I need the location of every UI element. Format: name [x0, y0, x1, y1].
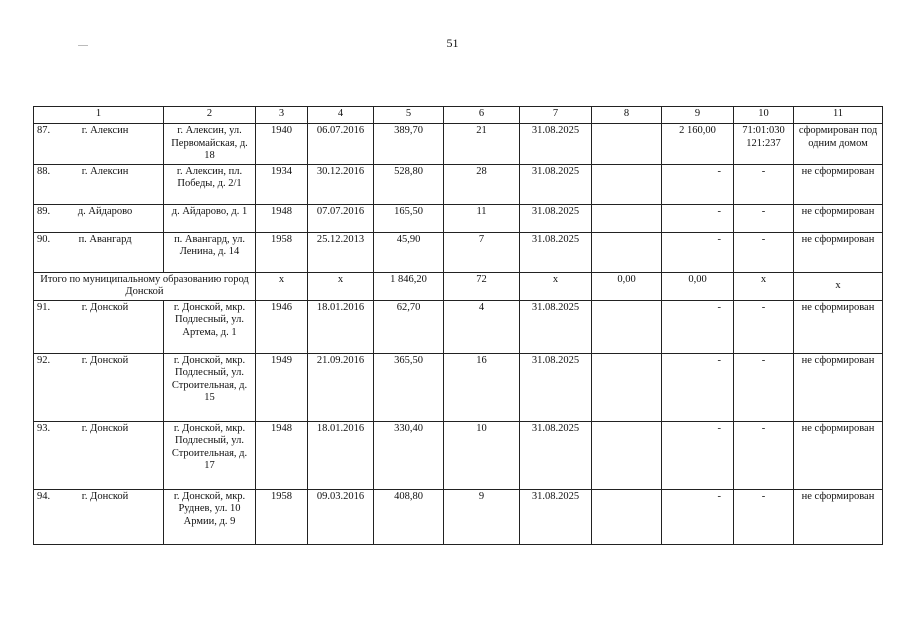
address-cell: г. Алексин, пл. Победы, д. 2/1	[164, 164, 256, 204]
row-number: 92.	[37, 354, 51, 366]
row-number: 87.	[37, 125, 51, 136]
col9-cell: -	[662, 353, 734, 421]
status-cell: не сформирован	[794, 204, 883, 232]
table-row	[34, 300, 883, 353]
address-cell: г. Донской, мкр. Подлесный, ул. Артема, д. 1	[164, 300, 256, 353]
deadline-cell: 31.08.2025	[520, 164, 592, 204]
recognition-date-cell: 07.07.2016	[308, 204, 374, 232]
column-header: 7	[520, 107, 592, 124]
col9-cell: -	[662, 300, 734, 353]
year-cell: 1934	[256, 164, 308, 204]
place-name: п. Авангард	[78, 233, 132, 245]
col9-cell: -	[662, 164, 734, 204]
year-cell: 1940	[256, 124, 308, 165]
row-number: 89.	[37, 205, 51, 217]
place-name: г. Донской	[81, 354, 129, 366]
year-cell: 1949	[256, 353, 308, 421]
subtotal-col8: 0,00	[592, 272, 662, 300]
residents-cell: 7	[444, 232, 520, 272]
residents-cell: 10	[444, 421, 520, 489]
table-row	[34, 489, 883, 544]
place-name: г. Алексин	[81, 165, 129, 177]
area-cell: 528,80	[374, 164, 444, 204]
area-cell: 389,70	[374, 124, 444, 165]
col8-cell	[592, 489, 662, 544]
place-name: г. Донской	[81, 490, 129, 502]
col8-cell	[592, 204, 662, 232]
year-cell: 1948	[256, 421, 308, 489]
col8-cell	[592, 300, 662, 353]
row-number: 88.	[37, 165, 51, 177]
place-name: г. Донской	[81, 422, 129, 434]
subtotal-label: Итого по муниципальному образованию город Донской	[34, 272, 256, 300]
number-place-cell	[34, 353, 164, 421]
status-cell: не сформирован	[794, 353, 883, 421]
number-place-cell	[34, 489, 164, 544]
column-header: 11	[794, 107, 883, 124]
col9-cell: -	[662, 421, 734, 489]
subtotal-people: 72	[444, 272, 520, 300]
residents-cell: 11	[444, 204, 520, 232]
col8-cell	[592, 353, 662, 421]
status-cell: не сформирован	[794, 232, 883, 272]
year-cell: 1946	[256, 300, 308, 353]
row-number: 91.	[37, 301, 51, 313]
recognition-date-cell: 21.09.2016	[308, 353, 374, 421]
col10-cell: -	[734, 164, 794, 204]
col9-cell: -	[662, 204, 734, 232]
col8-cell	[592, 232, 662, 272]
place-name: г. Донской	[81, 301, 129, 313]
place-name: д. Айдарово	[77, 205, 133, 217]
subtotal-col10: х	[734, 272, 794, 300]
deadline-cell: 31.08.2025	[520, 353, 592, 421]
col10-cell: -	[734, 421, 794, 489]
deadline-cell: 31.08.2025	[520, 421, 592, 489]
col10-cell: -	[734, 300, 794, 353]
recognition-date-cell: 06.07.2016	[308, 124, 374, 165]
residents-cell: 21	[444, 124, 520, 165]
address-cell: г. Донской, мкр. Руднев, ул. 10 Армии, д. 9	[164, 489, 256, 544]
status-cell: не сформирован	[794, 421, 883, 489]
address-cell: г. Донской, мкр. Подлесный, ул. Строительная, д. 17	[164, 421, 256, 489]
status-cell: не сформирован	[794, 300, 883, 353]
deadline-cell: 31.08.2025	[520, 489, 592, 544]
number-place-cell	[34, 421, 164, 489]
row-number: 90.	[37, 233, 51, 245]
subtotal-area: 1 846,20	[374, 272, 444, 300]
address-cell: г. Донской, мкр. Подлесный, ул. Строительная, д. 15	[164, 353, 256, 421]
address-cell: д. Айдарово, д. 1	[164, 204, 256, 232]
address-cell: п. Авангард, ул. Ленина, д. 14	[164, 232, 256, 272]
col9-cell: 2 160,00	[662, 124, 734, 165]
residents-cell: 28	[444, 164, 520, 204]
subtotal-deadline: х	[520, 272, 592, 300]
residents-cell: 9	[444, 489, 520, 544]
table-row	[34, 164, 883, 204]
area-cell: 408,80	[374, 489, 444, 544]
row-number: 93.	[37, 422, 51, 434]
table-row	[34, 124, 883, 165]
col8-cell	[592, 124, 662, 165]
column-header: 1	[34, 107, 164, 124]
residents-cell: 16	[444, 353, 520, 421]
subtotal-col11: х	[794, 272, 883, 300]
status-cell: сформирован под одним домом	[794, 124, 883, 165]
column-header: 10	[734, 107, 794, 124]
column-header: 3	[256, 107, 308, 124]
recognition-date-cell: 30.12.2016	[308, 164, 374, 204]
number-place-cell	[34, 164, 164, 204]
number-place-cell	[34, 124, 164, 165]
column-header: 9	[662, 107, 734, 124]
deadline-cell: 31.08.2025	[520, 124, 592, 165]
number-place-cell	[34, 232, 164, 272]
number-place-cell	[34, 204, 164, 232]
subtotal-date: х	[308, 272, 374, 300]
status-cell: не сформирован	[794, 489, 883, 544]
col10-cell: -	[734, 489, 794, 544]
area-cell: 62,70	[374, 300, 444, 353]
year-cell: 1948	[256, 204, 308, 232]
col10-cell: 71:01:030 121:237	[734, 124, 794, 165]
col10-cell: -	[734, 204, 794, 232]
subtotal-year: х	[256, 272, 308, 300]
housing-register-table	[33, 106, 883, 545]
area-cell: 365,50	[374, 353, 444, 421]
subtotal-row	[34, 272, 883, 300]
column-header: 2	[164, 107, 256, 124]
col8-cell	[592, 164, 662, 204]
table-row	[34, 421, 883, 489]
col10-cell: -	[734, 232, 794, 272]
recognition-date-cell: 25.12.2013	[308, 232, 374, 272]
recognition-date-cell: 09.03.2016	[308, 489, 374, 544]
year-cell: 1958	[256, 489, 308, 544]
table-row	[34, 353, 883, 421]
col10-cell: -	[734, 353, 794, 421]
area-cell: 165,50	[374, 204, 444, 232]
header-row	[34, 107, 883, 124]
year-cell: 1958	[256, 232, 308, 272]
column-header: 5	[374, 107, 444, 124]
area-cell: 45,90	[374, 232, 444, 272]
deadline-cell: 31.08.2025	[520, 232, 592, 272]
place-name: г. Алексин	[81, 125, 129, 136]
table-row	[34, 232, 883, 272]
status-cell: не сформирован	[794, 164, 883, 204]
recognition-date-cell: 18.01.2016	[308, 300, 374, 353]
deadline-cell: 31.08.2025	[520, 204, 592, 232]
column-header: 6	[444, 107, 520, 124]
column-header: 4	[308, 107, 374, 124]
area-cell: 330,40	[374, 421, 444, 489]
number-place-cell	[34, 300, 164, 353]
residents-cell: 4	[444, 300, 520, 353]
page-number: 51	[446, 36, 459, 50]
col9-cell: -	[662, 489, 734, 544]
table-row	[34, 204, 883, 232]
col9-cell: -	[662, 232, 734, 272]
row-number: 94.	[37, 490, 51, 502]
address-cell: г. Алексин, ул. Первомайская, д. 18	[164, 124, 256, 165]
deadline-cell: 31.08.2025	[520, 300, 592, 353]
column-header: 8	[592, 107, 662, 124]
subtotal-col9: 0,00	[662, 272, 734, 300]
col8-cell	[592, 421, 662, 489]
recognition-date-cell: 18.01.2016	[308, 421, 374, 489]
